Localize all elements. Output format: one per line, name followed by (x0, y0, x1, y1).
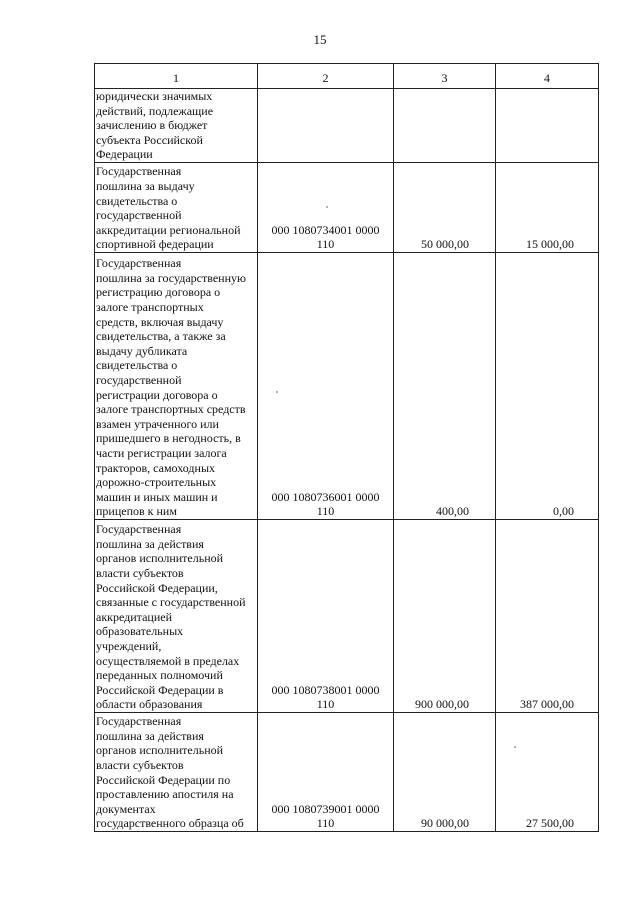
budget-code-cell (258, 89, 394, 163)
column-header-1: 1 (95, 64, 258, 89)
column-header-4: 4 (496, 64, 599, 89)
amount-column-4-cell: 387 000,00 (496, 519, 599, 712)
table-row (95, 519, 599, 712)
page-number: 15 (313, 32, 327, 47)
table-header-row (95, 64, 599, 89)
duty-name-cell: Государственная пошлина за государственную регистрацию договора о залоге транспортных средств, включая выдачу свидетельства, а также за выдачу дубликата свидетельства о государственной регистрации договора о залоге транспортных средств взамен утраченного или пришедшего в негодность, в части регистрации залога тракторов, самоходных дорожно-строительных машин и иных машин и прицепов к ним (95, 252, 258, 519)
duty-name-cell: юридически значимых действий, подлежащие зачислению в бюджет субъекта Российской Федерации (95, 89, 258, 163)
table-row (95, 89, 599, 163)
amount-column-3-cell (394, 89, 496, 163)
budget-revenue-table (94, 63, 599, 832)
duty-name-cell: Государственная пошлина за выдачу свидетельства о государственной аккредитации региональной спортивной федерации (95, 162, 258, 252)
amount-column-4-cell: 0,00 (496, 252, 599, 519)
column-header-2: 2 (258, 64, 394, 89)
scan-speck (514, 746, 516, 748)
duty-name-cell: Государственная пошлина за действия органов исполнительной власти субъектов Российской Федерации, связанные с государственной аккредитацией образовательных учреждений, осуществляемой в пределах переданных полномочий Российской Федерации в области образования (95, 519, 258, 712)
budget-code-cell: 000 1080738001 0000 110 (258, 519, 394, 712)
table-row (95, 712, 599, 831)
column-header-3: 3 (394, 64, 496, 89)
duty-name-cell: Государственная пошлина за действия органов исполнительной власти субъектов Российской Федерации по проставлению апостиля на документах государственного образца об (95, 712, 258, 831)
scan-speck (276, 391, 278, 393)
amount-column-3-cell: 90 000,00 (394, 712, 496, 831)
amount-column-3-cell: 900 000,00 (394, 519, 496, 712)
budget-code-cell: 000 1080734001 0000 110 (258, 162, 394, 252)
table-row (95, 252, 599, 519)
scan-speck (326, 206, 328, 208)
table-row (95, 162, 599, 252)
amount-column-4-cell: 27 500,00 (496, 712, 599, 831)
budget-code-cell: 000 1080739001 0000 110 (258, 712, 394, 831)
amount-column-3-cell: 400,00 (394, 252, 496, 519)
amount-column-4-cell: 15 000,00 (496, 162, 599, 252)
amount-column-3-cell: 50 000,00 (394, 162, 496, 252)
budget-code-cell: 000 1080736001 0000 110 (258, 252, 394, 519)
amount-column-4-cell (496, 89, 599, 163)
